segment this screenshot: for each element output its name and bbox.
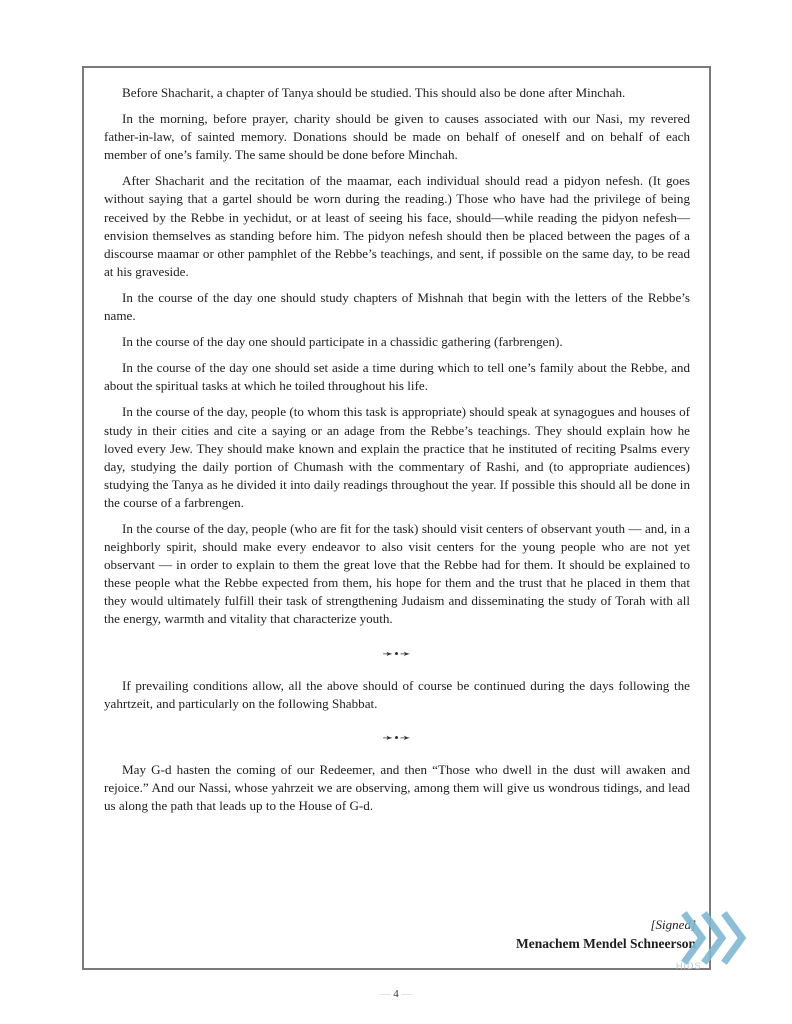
paragraph-tanya: Before Shacharit, a chapter of Tanya should be studied. This should also be done after Minchah. [122,85,626,100]
paragraph-mishnah: In the course of the day one should study chapters of Mishnah that begin with the letters of the Rebbe’s name. [104,289,690,324]
paragraph-continuation: If prevailing conditions allow, all the above should of course be continued during the days following the yahrtzeit, and particularly on the following Shabbat. [104,677,690,711]
ornament-divider: ➛•➛ [382,645,412,661]
page-number-value: 4 [393,988,399,1000]
paragraph-charity: In the morning, before prayer, charity should be given to causes associated with our Nasi, my revered father-in-law, of sainted memory. Donations should be made on behalf of oneself and on behalf of each member of one’s family. The same should be done before Minchah. [104,111,690,163]
page-number: — 4 — [379,988,413,1000]
paragraph-family: In the course of the day one should set aside a time during which to tell one’s family about the Rebbe, and about the spiritual tasks at which he toiled throughout his life. [104,360,690,394]
signed-note: [Signed] [650,917,696,932]
ornament-divider: ➛•➛ [382,729,412,745]
paragraph-synagogues: In the course of the day, people (to whom this task is appropriate) should speak at synagogues and houses of study in their cities and cite a saying or an adage from the Rebbe’s teachings. They should explain how he loved every Jew. They should make known and explain the practice that he instituted of reciting Psalms every day, studying the daily portion of Chumash with the commentary of Rashi, and (to appropriate audiences) studying the Tanya as he divided it into daily readings throughout the year. If possible this should all be done in the course of a farbrengen. [104,404,690,510]
logo-label: HIDS [676,961,702,971]
signature-block [516,916,696,954]
paragraph-blessing: May G-d hasten the coming of our Redeemer, and then “Those who dwell in the dust will awaken and rejoice.” And our Nassi, whose yahrzeit we are observing, among them will give us wondrous tidings, and lead us along the path that leads up to the House of G-d. [104,761,690,814]
paragraph-pidyon-nefesh: After Shacharit and the recitation of the maamar, each individual should read a pidyon nefesh. (It goes without saying that a gartel should be worn during the reading.) Those who have had the privilege of being received by the Rebbe in yechidut, or at least of seeing his face, should—while reading the pidyon nefesh—envision themselves as standing before him. The pidyon nefesh should then be placed between the pages of a discourse maamar or other pamphlet of the Rebbe’s teachings, and sent, if possible on the same day, to be read at his graveside. [104,173,690,279]
signer-name: Menachem Mendel Schneerson [516,936,696,951]
paragraph-farbrengen: In the course of the day one should participate in a chassidic gathering (farbrengen). [122,334,563,350]
paragraph-youth: In the course of the day, people (who are fit for the task) should visit centers of observant youth — and, in a neighborly spirit, should make every endeavor to also visit centers for the young people who are not yet observant — in order to explain to them the great love that the Rebbe had for them. It should be explained to these people what the Rebbe expected from them, his hope for them and the trust that he placed in them that they would ultimately fulfill their task of strengthening Judaism and disseminating the study of Torah with all the energy, warmth and vitality that characterize youth. [104,520,690,627]
letter-body [104,84,690,823]
chevron-logo-icon [680,908,760,968]
